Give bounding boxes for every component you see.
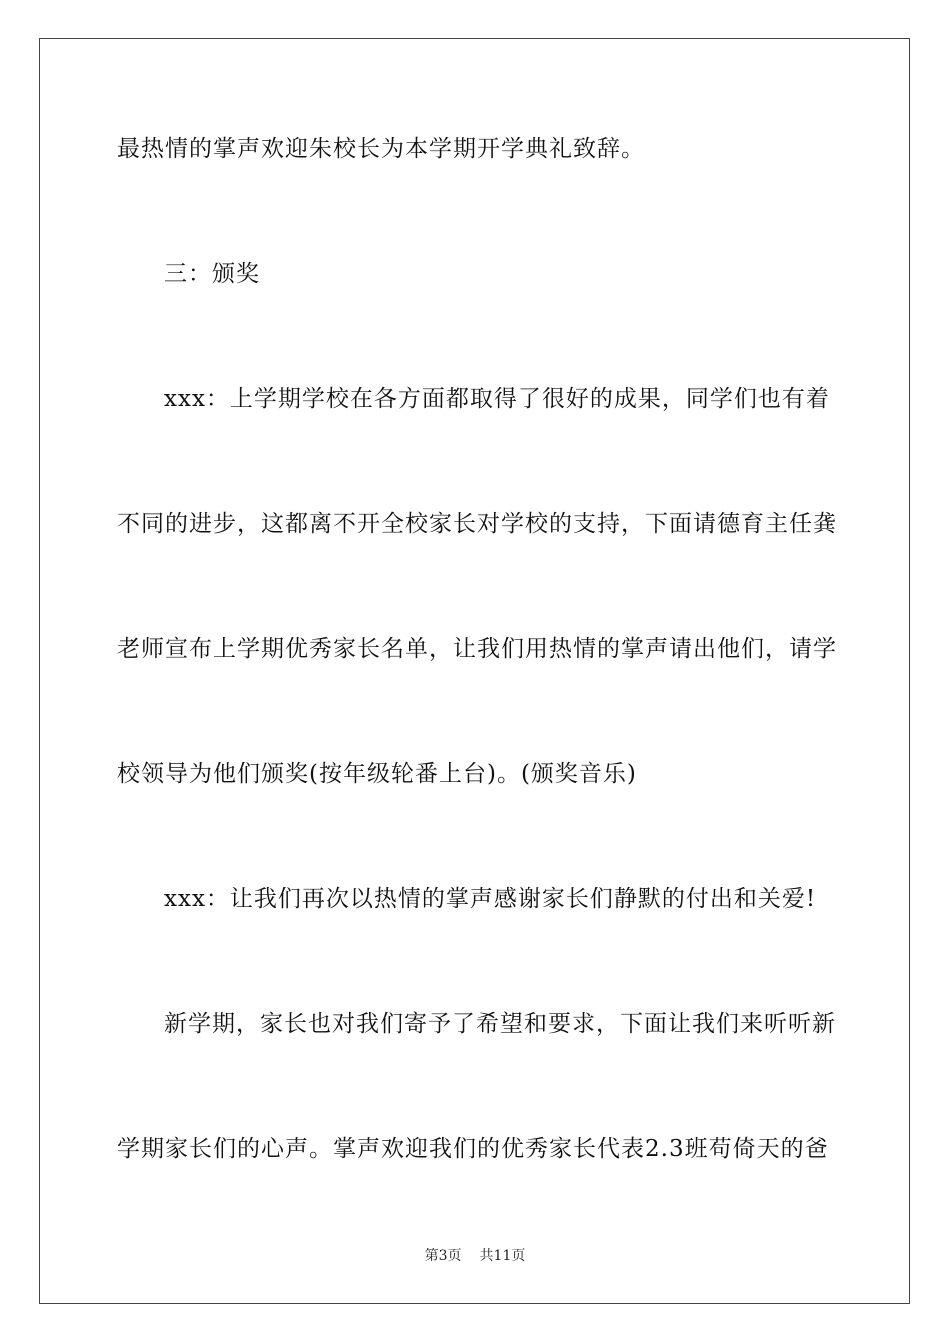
paragraph-line: 学期家长们的心声。掌声欢迎我们的优秀家长代表2.3班苟倚天的爸: [117, 1136, 829, 1162]
page-footer: [0, 1247, 950, 1265]
section-heading: 三：颁奖: [164, 261, 260, 287]
page-total: 共11页: [479, 1248, 526, 1264]
paragraph-line: 老师宣布上学期优秀家长名单，让我们用热情的掌声请出他们，请学: [117, 636, 837, 662]
paragraph-line: xxx：上学期学校在各方面都取得了很好的成果，同学们也有着: [164, 386, 830, 412]
paragraph-line: 最热情的掌声欢迎朱校长为本学期开学典礼致辞。: [117, 136, 645, 162]
paragraph-line: 不同的进步，这都离不开全校家长对学校的支持，下面请德育主任龚: [117, 511, 837, 537]
paragraph-line: xxx：让我们再次以热情的掌声感谢家长们静默的付出和关爱!: [164, 886, 817, 912]
paragraph-line: 新学期，家长也对我们寄予了希望和要求，下面让我们来听听新: [164, 1011, 836, 1037]
page-number: 第3页: [424, 1248, 462, 1264]
page-border: [39, 38, 910, 1304]
paragraph-line: 校领导为他们颁奖(按年级轮番上台)。(颁奖音乐): [117, 761, 637, 787]
